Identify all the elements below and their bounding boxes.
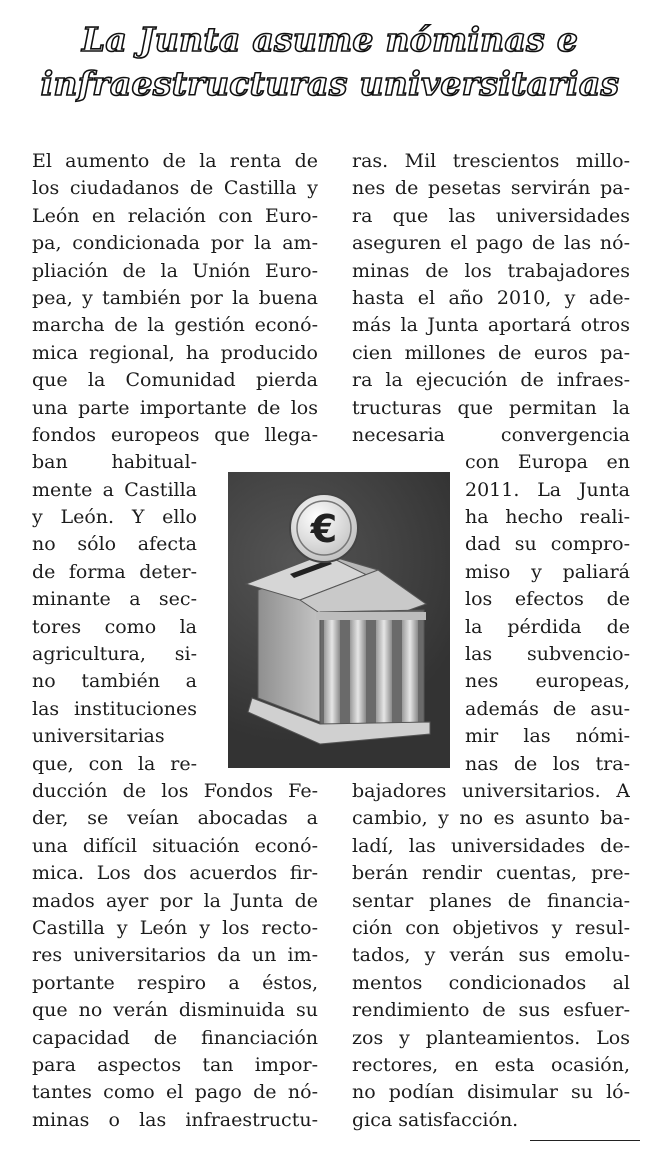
left-column-line: que, con la re-	[32, 752, 197, 775]
right-column-line: ra que las universidades	[352, 204, 630, 227]
right-column-line: ra la ejecución de infraes-	[352, 369, 630, 392]
right-column-line: mir las nómi-	[465, 725, 630, 748]
left-column-line: para aspectos tan impor-	[32, 1053, 318, 1076]
right-column-line: sentar planes de financia-	[352, 889, 630, 912]
right-column-line: ción con objetivos y resul-	[352, 916, 630, 939]
left-column-line: no también a	[32, 670, 197, 693]
right-column-line: ladí, las universidades de-	[352, 834, 630, 857]
right-column-line: rendimiento de sus esfuer-	[352, 999, 630, 1022]
left-column-line: mica regional, ha producido	[32, 341, 318, 364]
left-column-line: portante respiro a éstos,	[32, 971, 318, 994]
left-column-line: que no verán disminuida su	[32, 999, 318, 1022]
right-column-line: bajadores universitarios. A	[352, 779, 630, 802]
left-column-line: universitarias	[32, 725, 165, 748]
left-column-line: tantes como el pago de nó-	[32, 1081, 318, 1104]
right-column-line: berán rendir cuentas, pre-	[352, 862, 630, 885]
left-column-line: León en relación con Euro-	[32, 204, 318, 227]
left-column-line: una difícil situación econó-	[32, 834, 318, 857]
left-column-line: de forma deter-	[32, 560, 197, 583]
right-column-line: además de asu-	[465, 697, 630, 720]
left-column-line: minante a sec-	[32, 588, 197, 611]
left-column-line: ban habitual-	[32, 451, 197, 474]
right-column-line: más la Junta aportará otros	[352, 314, 630, 337]
right-column-line: tructuras que permitan la	[352, 396, 630, 419]
left-column-line: minas o las infraestructu-	[32, 1108, 318, 1131]
right-column-line: necesaria convergencia	[352, 423, 630, 446]
right-column-line: ras. Mil trescientos millo-	[352, 150, 630, 172]
left-column-line: pliación de la Unión Euro-	[32, 259, 318, 282]
right-column-line: hasta el año 2010, y ade-	[352, 286, 630, 309]
right-column-line: nes europeas,	[465, 670, 630, 693]
right-column-line: dad su compro-	[465, 533, 630, 556]
right-column-line: zos y planteamientos. Los	[352, 1026, 630, 1049]
right-column-line: aseguren el pago de las nó-	[352, 232, 630, 255]
left-column-line: El aumento de la renta de	[32, 150, 318, 172]
right-column-line: rectores, en esta ocasión,	[352, 1053, 630, 1076]
left-column-line: no sólo afecta	[32, 533, 197, 556]
left-column-line: mente a Castilla	[32, 478, 197, 501]
headline-line-2: infraestructuras universitarias	[40, 64, 620, 103]
right-column-line: no podían disimular su ló-	[352, 1081, 630, 1104]
left-column-line: ducción de los Fondos Fe-	[32, 779, 318, 802]
left-column-line: agricultura, si-	[32, 643, 197, 666]
article-end-rule	[530, 1140, 640, 1141]
headline-line-1: La Junta asume nóminas e	[81, 20, 579, 59]
right-column-line: los efectos de	[465, 588, 630, 611]
left-column-line: pa, condicionada por la am-	[32, 232, 318, 255]
euro-bank-illustration	[228, 472, 450, 768]
right-column-line: nes de pesetas servirán pa-	[352, 177, 630, 200]
right-column-line: con Europa en	[465, 451, 630, 474]
left-column-line: pea, y también por la buena	[32, 286, 318, 309]
left-column-line: que la Comunidad pierda	[32, 369, 318, 392]
right-column-line: tados, y verán sus emolu-	[352, 944, 630, 967]
left-column-line: der, se veían abocadas a	[32, 807, 318, 830]
left-column-line: res universitarios da un im-	[32, 944, 318, 967]
left-column-line: tores como la	[32, 615, 197, 638]
left-column-line: fondos europeos que llega-	[32, 423, 318, 446]
left-column-line: Castilla y León y los recto-	[32, 916, 318, 939]
right-column-line: la pérdida de	[465, 615, 630, 638]
right-column-line: cien millones de euros pa-	[352, 341, 630, 364]
right-column-line: minas de los trabajadores	[352, 259, 630, 282]
left-column-line: mica. Los dos acuerdos fir-	[32, 862, 318, 885]
right-column-line: 2011. La Junta	[465, 478, 630, 501]
right-column-line: ha hecho reali-	[465, 506, 630, 529]
right-column-line: cambio, y no es asunto ba-	[352, 807, 630, 830]
headline	[0, 18, 660, 106]
left-column-line: y León. Y ello	[32, 506, 197, 529]
left-column-line: las instituciones	[32, 697, 197, 720]
left-column-line: mados ayer por la Junta de	[32, 889, 318, 912]
euro-symbol: €	[310, 507, 338, 551]
left-column-line: los ciudadanos de Castilla y	[32, 177, 318, 200]
euro-coin-bank-icon	[228, 472, 450, 768]
right-column-line: miso y paliará	[465, 560, 630, 583]
right-column-line: gica satisfacción.	[352, 1108, 519, 1131]
right-column-line: nas de los tra-	[465, 752, 630, 775]
left-column-line: capacidad de financiación	[32, 1026, 318, 1049]
right-column-line: mentos condicionados al	[352, 971, 630, 994]
left-column-line: marcha de la gestión econó-	[32, 314, 318, 337]
left-column-line: una parte importante de los	[32, 396, 318, 419]
right-column-line: las subvencio-	[465, 643, 630, 666]
